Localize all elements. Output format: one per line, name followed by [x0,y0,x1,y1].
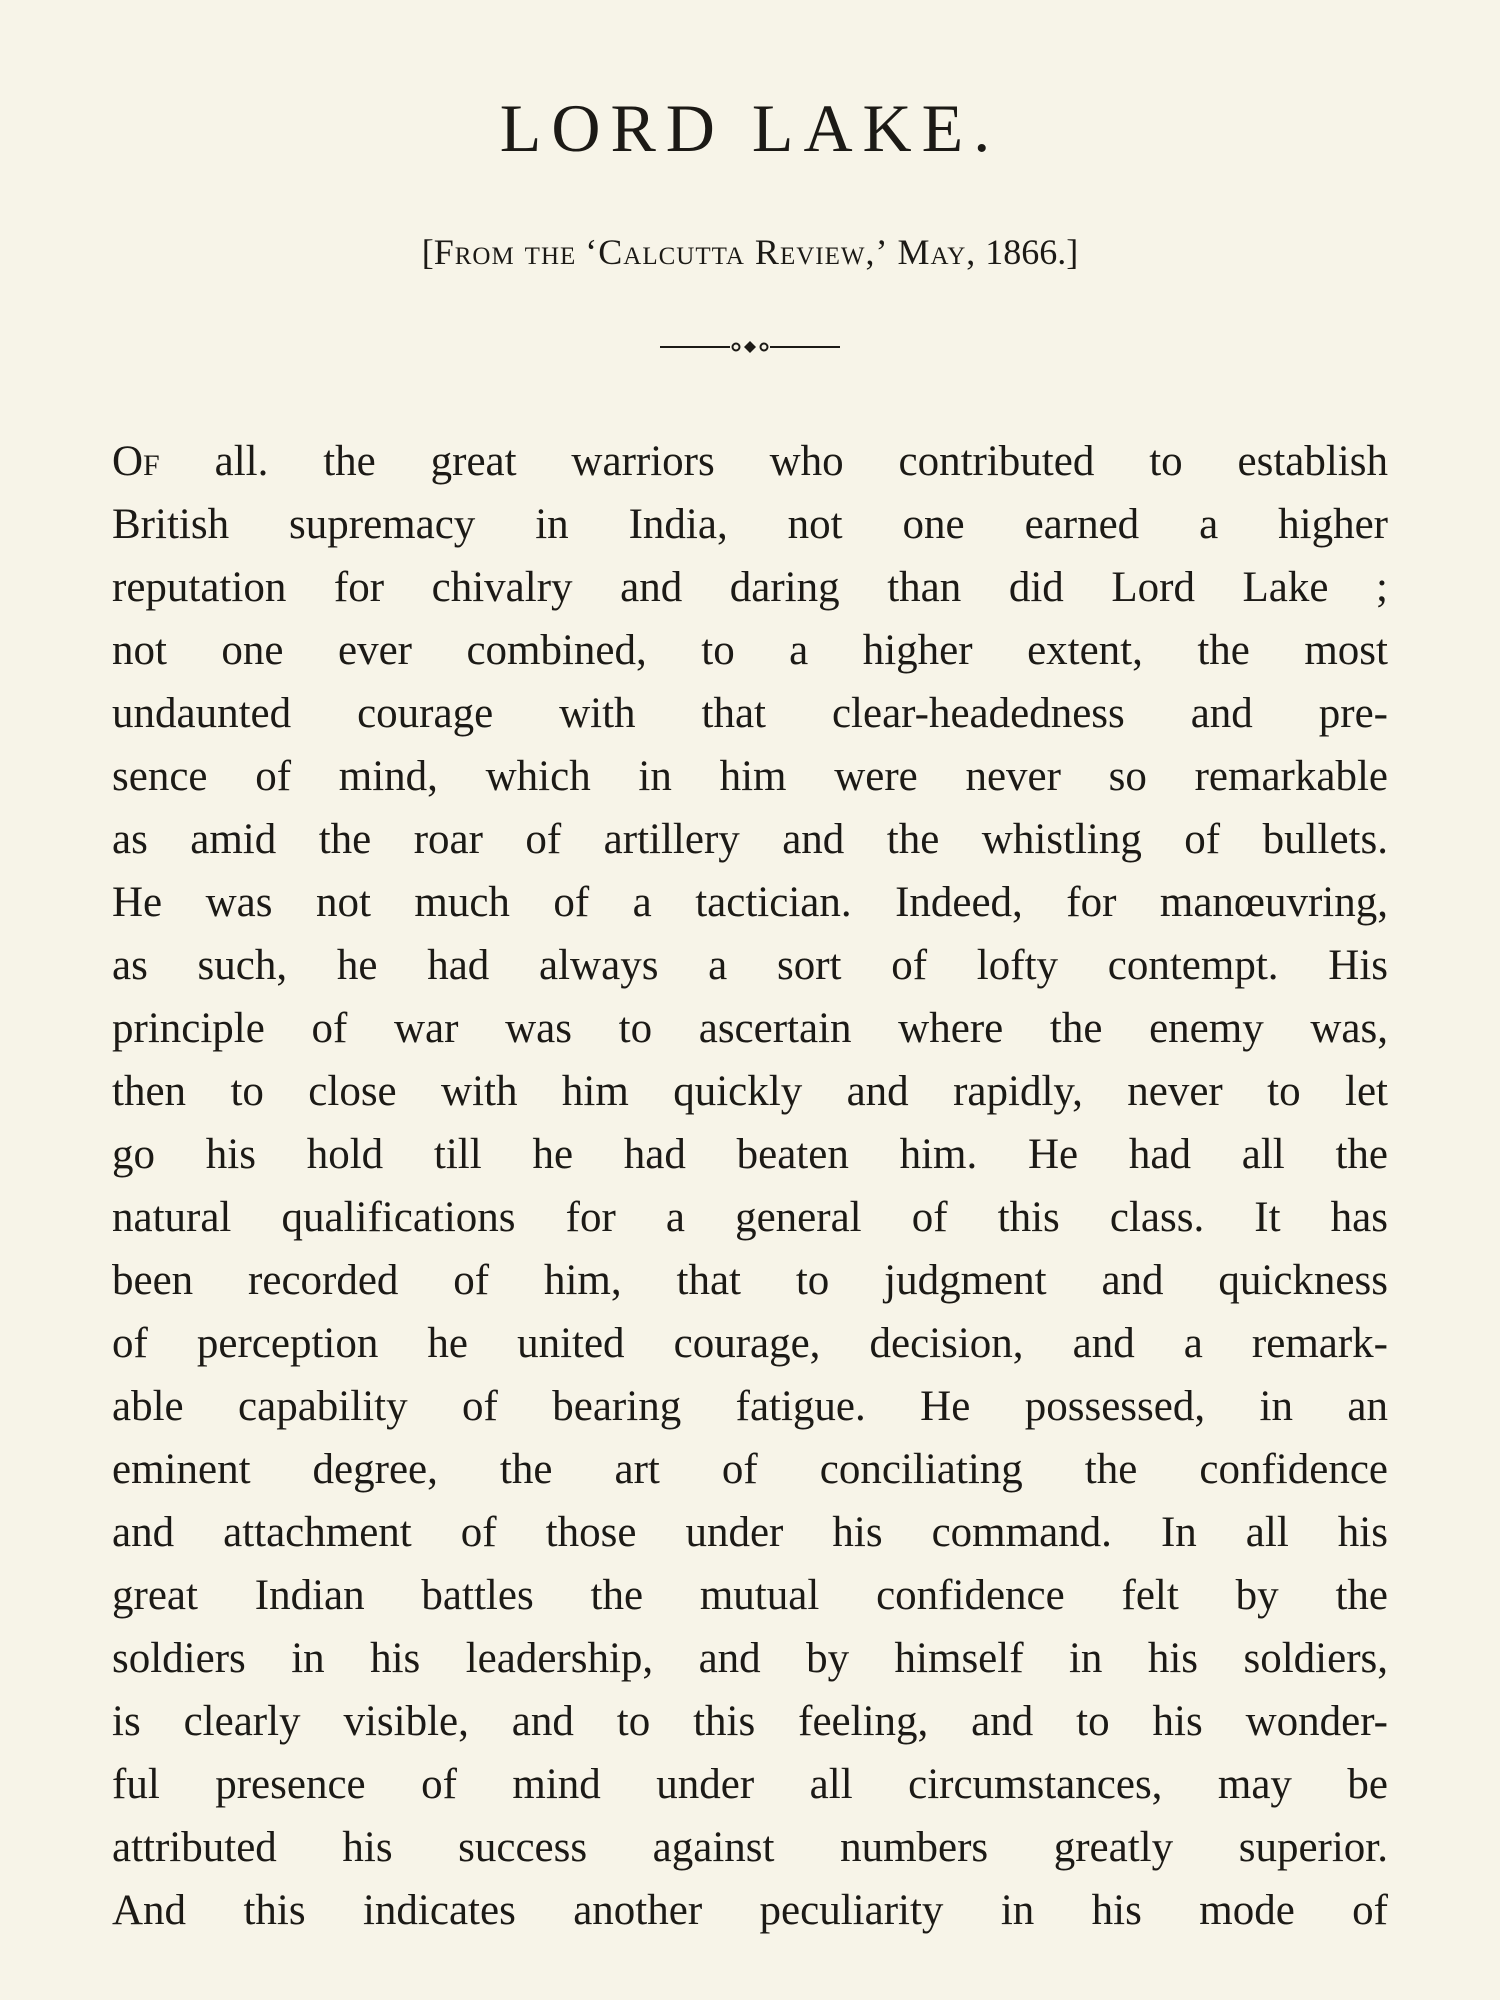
text-line-10: principle of war was to ascertain where the enemy was, [112,1005,1388,1052]
source-month: May, [897,232,977,272]
text-line-9: as such, he had always a sort of lofty contempt. His [112,942,1388,989]
text-line-19: great Indian battles the mutual confidence felt by the [112,1572,1388,1619]
page-title: LORD LAKE. [499,90,1001,166]
rule-ornament-icon [660,335,840,359]
text-line-6: sence of mind, which in him were never so remarkable [112,753,1388,800]
text-line-5: undaunted courage with that clear-headedness and pre- [112,690,1388,737]
text-line-21: is clearly visible, and to this feeling, and to his wonder- [112,1698,1388,1745]
text-line-24: And this indicates another peculiarity in his mode of [112,1887,1388,1934]
text-line-22: ful presence of mind under all circumstances, may be [112,1761,1388,1808]
text-line-14: been recorded of him, that to judgment and quickness [112,1257,1388,1304]
text-line-16: able capability of bearing fatigue. He possessed, in an [112,1383,1388,1430]
text-line-13: natural qualifications for a general of this class. It has [112,1194,1388,1241]
text-line-11: then to close with him quickly and rapidly, never to let [112,1068,1388,1115]
text-line-4: not one ever combined, to a higher extent, the most [112,627,1388,674]
source-from: From the [433,232,577,272]
text-line-23: attributed his success against numbers greatly superior. [112,1824,1388,1871]
source-year: 1866.] [985,232,1079,272]
text-line-18: and attachment of those under his command. In all his [112,1509,1388,1556]
text-line-17: eminent degree, the art of conciliating the confidence [112,1446,1388,1493]
text-line-15: of perception he united courage, decision, and a remark- [112,1320,1388,1367]
text-line-2: British supremacy in India, not one earned a higher [112,501,1388,548]
text-line-20: soldiers in his leadership, and by himself in his soldiers, [112,1635,1388,1682]
text-line-1: Of all. the great warriors who contributed to establish [112,438,1388,485]
source-open-bracket: [ [421,232,434,272]
lead-word: Of [112,438,160,485]
source-publication: ‘Calcutta Review,’ [585,232,889,272]
source-citation [0,230,1500,274]
body-paragraph [112,430,1388,1942]
text-line-12: go his hold till he had beaten him. He had all the [112,1131,1388,1178]
text-line-3: reputation for chivalry and daring than did Lord Lake ; [112,564,1388,611]
text-line-8: He was not much of a tactician. Indeed, for manœuvring, [112,879,1388,926]
text-line-7: as amid the roar of artillery and the whistling of bullets. [112,816,1388,863]
